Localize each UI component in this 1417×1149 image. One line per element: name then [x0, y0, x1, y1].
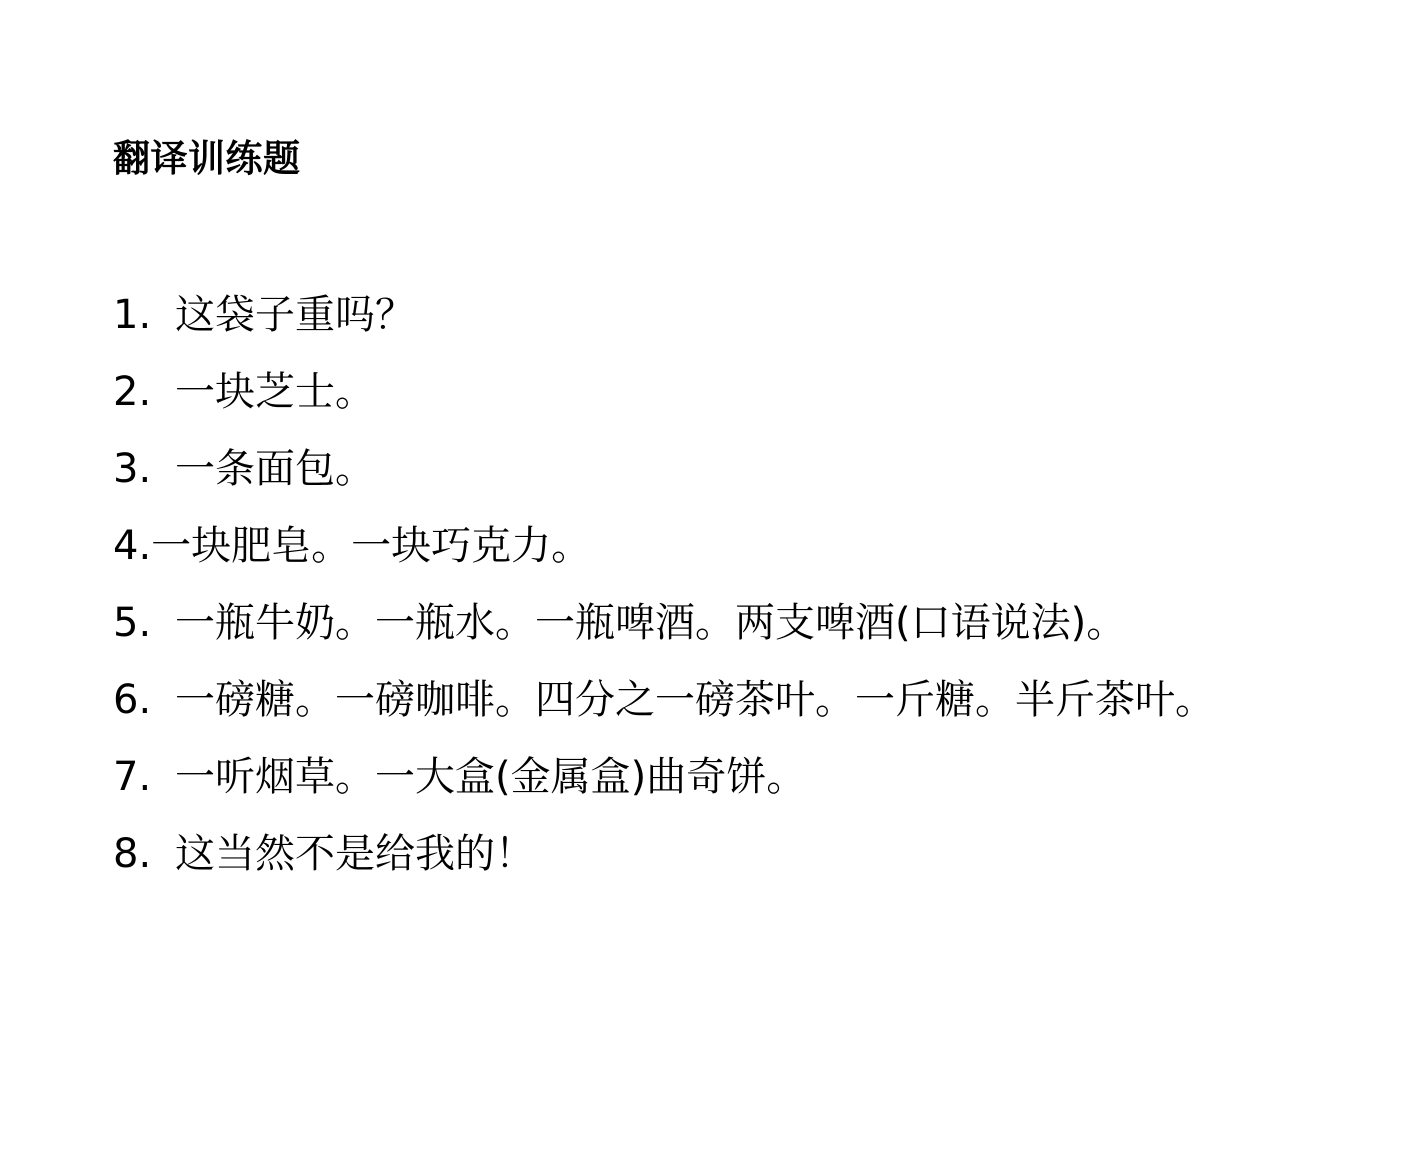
list-item-number: 8.: [113, 831, 152, 877]
page-title: 翻译训练题: [113, 137, 301, 180]
list-item-number: 5.: [113, 600, 152, 646]
list-item: [113, 523, 1373, 569]
list-item: [113, 369, 1373, 415]
list-item-number: 4.: [113, 523, 152, 569]
list-item-text: 这袋子重吗？: [175, 292, 415, 338]
list-item-text: 一块肥皂。一块巧克力。: [151, 523, 592, 569]
list-item-number: 3.: [113, 446, 152, 492]
list-item-number: 2.: [113, 369, 152, 415]
list-item-number: 1.: [113, 292, 152, 338]
list-item-text: 一听烟草。一大盒(金属盒)曲奇饼。: [175, 754, 807, 800]
list-item-number: 7.: [113, 754, 152, 800]
list-item: [113, 754, 1373, 800]
list-item: [113, 292, 1373, 338]
list-item-text: 一磅糖。一磅咖啡。四分之一磅茶叶。一斤糖。半斤茶叶。: [175, 677, 1215, 723]
exercise-list: [113, 292, 1373, 911]
list-item: [113, 446, 1373, 492]
list-item: [113, 831, 1373, 877]
list-item: [113, 677, 1373, 723]
list-item-text: 一条面包。: [175, 446, 375, 492]
list-item-text: 一块芝士。: [175, 369, 375, 415]
list-item-text: 一瓶牛奶。一瓶水。一瓶啤酒。两支啤酒(口语说法)。: [175, 600, 1127, 646]
list-item: [113, 600, 1373, 646]
list-item-text: 这当然不是给我的！: [175, 831, 535, 877]
list-item-number: 6.: [113, 677, 152, 723]
